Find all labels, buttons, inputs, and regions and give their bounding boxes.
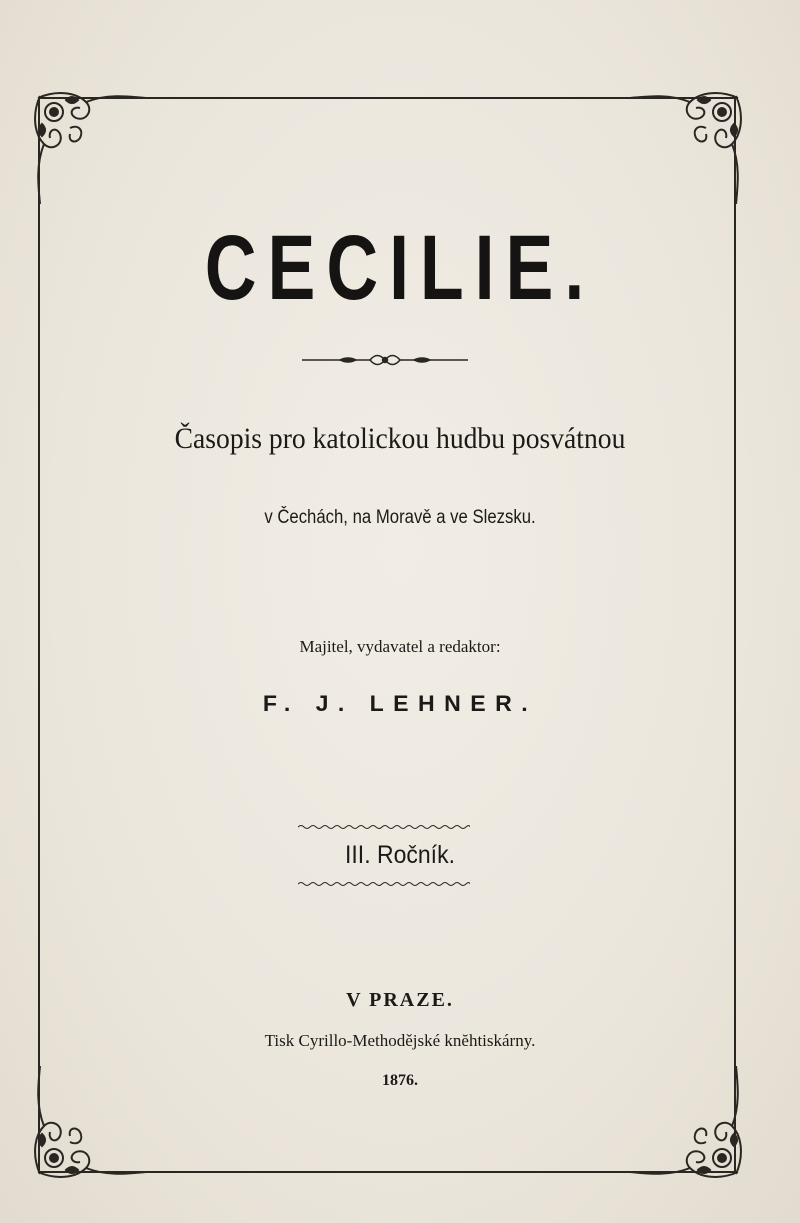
corner-ornament-icon <box>630 84 750 204</box>
center-flourish-icon <box>300 350 470 370</box>
region-line: v Čechách, na Moravě a ve Slezsku. <box>264 507 536 528</box>
owner-name: F. J. LEHNER. <box>262 691 538 716</box>
corner-ornament-icon <box>26 84 146 204</box>
imprint-city: V PRAZE. <box>346 989 454 1011</box>
journal-subtitle: Časopis pro katolickou hudbu posvátnou <box>174 422 626 455</box>
imprint-year: 1876. <box>382 1072 418 1089</box>
owner-label: Majitel, vydavatel a redaktor: <box>299 637 501 656</box>
wavy-rule-icon <box>298 823 470 831</box>
wavy-rule-icon <box>298 880 470 888</box>
journal-title: CECILIE. <box>204 217 596 319</box>
imprint-printer: Tisk Cyrillo-Methodějské knĕhtiskárny. <box>264 1031 536 1050</box>
volume-label: III. Ročník. <box>345 841 455 869</box>
